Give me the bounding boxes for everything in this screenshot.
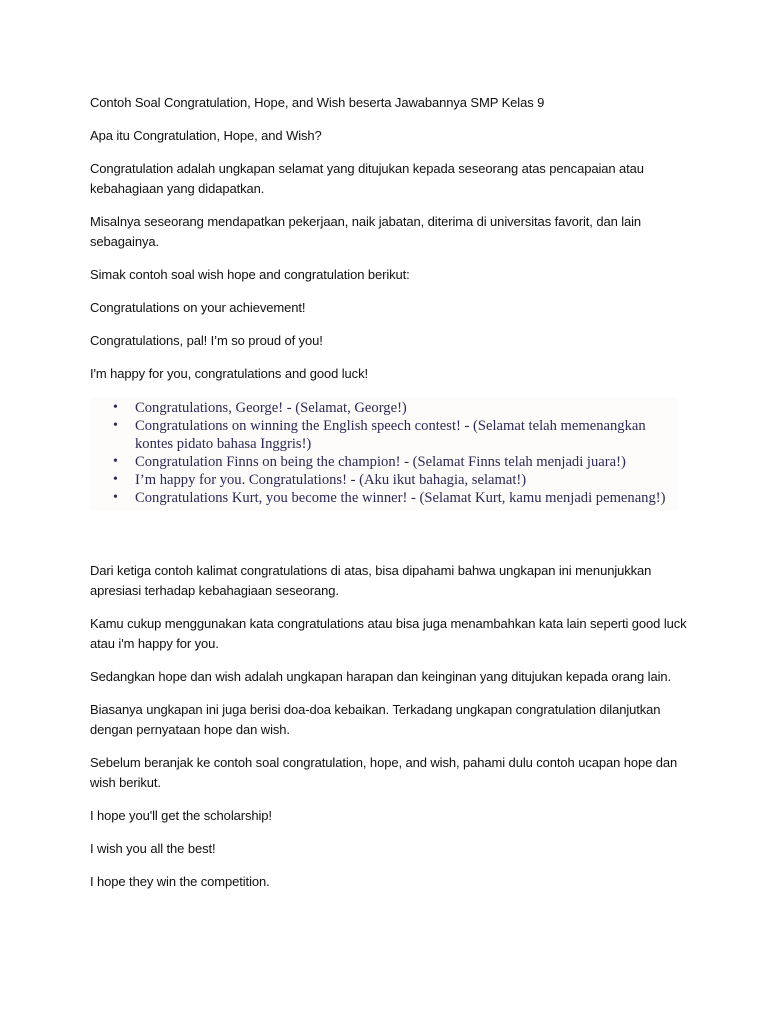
list-item-text: Congratulations Kurt, you become the winner! - (Selamat Kurt, kamu menjadi pemenang!) bbox=[135, 490, 666, 506]
paragraph: Dari ketiga contoh kalimat congratulations di atas, bisa dipahami bahwa ungkapan ini menunjukkan apresiasi terhadap kebahagiaan seseorang. bbox=[90, 563, 652, 598]
paragraph: Misalnya seseorang mendapatkan pekerjaan, naik jabatan, diterima di universitas favorit, dan lain sebagainya. bbox=[90, 214, 642, 249]
paragraph: Biasanya ungkapan ini juga berisi doa-doa kebaikan. Terkadang ungkapan congratulation dilanjutkan dengan pernyataan hope dan wish. bbox=[90, 702, 661, 737]
bullet-icon: • bbox=[113, 400, 118, 415]
example-sentence: I hope they win the competition. bbox=[90, 874, 270, 889]
list-item bbox=[113, 489, 678, 507]
list-item-text: Congratulations on winning the English speech contest! - (Selamat telah memenangkan kontes pidato bahasa Inggris!) bbox=[135, 418, 646, 452]
list-item bbox=[113, 399, 678, 417]
list-item bbox=[113, 471, 678, 489]
document-page bbox=[90, 93, 690, 905]
document-title: Contoh Soal Congratulation, Hope, and Wish beserta Jawabannya SMP Kelas 9 bbox=[90, 95, 545, 110]
paragraph: Kamu cukup menggunakan kata congratulations atau bisa juga menambahkan kata lain seperti good luck atau i'm happy for you. bbox=[90, 616, 687, 651]
example-sentence: I wish you all the best! bbox=[90, 841, 216, 856]
example-sentence: Congratulations on your achievement! bbox=[90, 300, 306, 315]
list-item-text: Congratulations, George! - (Selamat, George!) bbox=[135, 400, 407, 416]
bullet-list-box bbox=[90, 397, 678, 511]
bullet-icon: • bbox=[113, 418, 118, 433]
paragraph: Apa itu Congratulation, Hope, and Wish? bbox=[90, 128, 322, 143]
paragraph: Sebelum beranjak ke contoh soal congratulation, hope, and wish, pahami dulu contoh ucapan hope dan wish berikut. bbox=[90, 755, 678, 790]
list-item-text: I’m happy for you. Congratulations! - (Aku ikut bahagia, selamat!) bbox=[135, 472, 527, 488]
paragraph: Simak contoh soal wish hope and congratulation berikut: bbox=[90, 267, 410, 282]
spacer bbox=[90, 511, 690, 561]
bullet-icon: • bbox=[113, 472, 118, 487]
example-sentence: Congratulations, pal! I’m so proud of you! bbox=[90, 333, 323, 348]
bullet-list bbox=[90, 399, 678, 507]
list-item-text: Congratulation Finns on being the champion! - (Selamat Finns telah menjadi juara!) bbox=[135, 454, 626, 470]
bullet-icon: • bbox=[113, 454, 118, 469]
paragraph: Congratulation adalah ungkapan selamat yang ditujukan kepada seseorang atas pencapaian atau kebahagiaan yang didapatkan. bbox=[90, 161, 644, 196]
bullet-icon: • bbox=[113, 490, 118, 505]
example-sentence: I hope you'll get the scholarship! bbox=[90, 808, 272, 823]
paragraph: Sedangkan hope dan wish adalah ungkapan harapan dan keinginan yang ditujukan kepada orang lain. bbox=[90, 669, 672, 684]
example-sentence: I'm happy for you, congratulations and good luck! bbox=[90, 366, 368, 381]
list-item bbox=[113, 417, 678, 453]
list-item bbox=[113, 453, 678, 471]
